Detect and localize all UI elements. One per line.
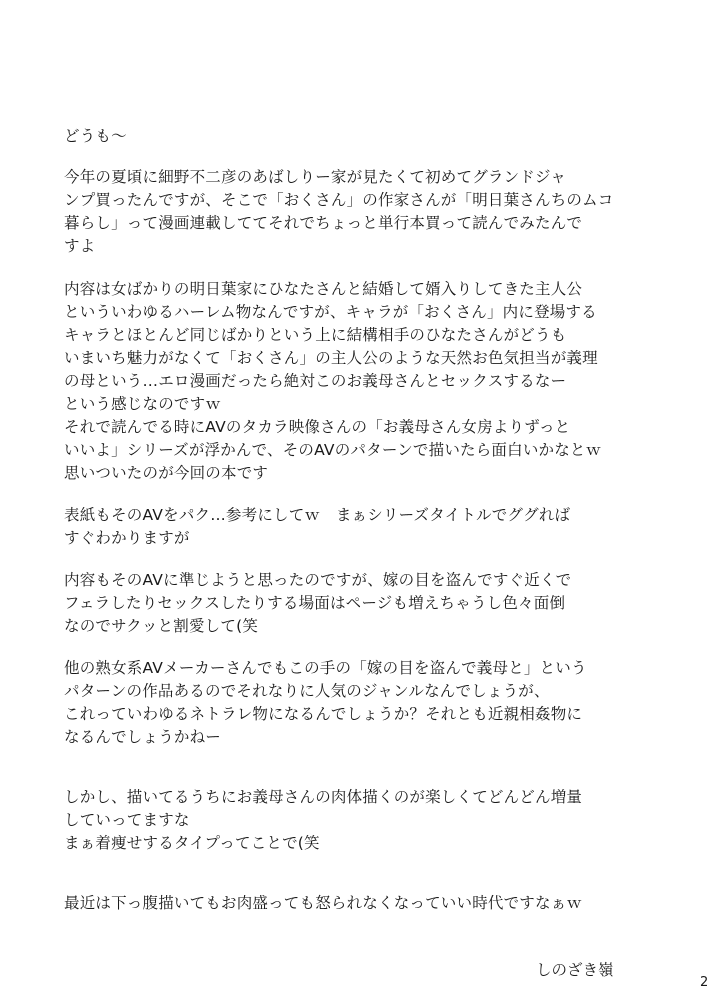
text-line: これっていわゆるネトラレ物になるんでしょうか？それとも近親相姦物に — [64, 705, 583, 723]
text-line: という感じなのですｗ — [64, 395, 222, 413]
text-line: といういわゆるハーレム物なんですが、キャラが「おくさん」内に登場する — [64, 303, 597, 321]
page-number: 2 — [700, 975, 709, 990]
author-signature: しのざき嶺 — [536, 961, 614, 979]
text-line: 最近は下っ腹描いてもお肉盛っても怒られなくなっていい時代ですなぁｗ — [64, 894, 583, 912]
text-line: ンプ買ったんですが、そこで「おくさん」の作家さんが「明日葉さんちのムコ — [64, 191, 614, 209]
text-line: 表紙もそのAVをパク…参考にしてｗ まぁシリーズタイトルでググれば — [64, 506, 571, 524]
text-line: 思いついたのが今回の本です — [64, 464, 269, 482]
text-line: キャラとほとんど同じばかりという上に結構相手のひなたさんがどうも — [64, 326, 567, 344]
text-line: まぁ着痩せするタイプってことで(笑 — [64, 834, 320, 852]
text-line: 今年の夏頃に細野不二彦のあばしりー家が見たくて初めてグランドジャ — [64, 168, 567, 186]
text-line: どうも〜 — [64, 127, 127, 145]
text-line: していってますな — [64, 811, 190, 829]
text-line: パターンの作品あるのでそれなりに人気のジャンルなんでしょうが、 — [64, 682, 550, 700]
text-line: 内容は女ばかりの明日葉家にひなたさんと結婚して婿入りしてきた主人公 — [64, 280, 583, 298]
text-line: の母という…エロ漫画だったら絶対このお義母さんとセックスするなー — [64, 372, 567, 390]
text-line: 内容もそのAVに準じようと思ったのですが、嫁の目を盗んですぐ近くで — [64, 571, 572, 589]
text-line: フェラしたりセックスしたりする場面はページも増えちゃうし色々面倒 — [64, 594, 566, 612]
text-line: なるんでしょうかねー — [64, 728, 222, 746]
text-line: いいよ」シリーズが浮かんで、そのAVのパターンで描いたら面白いかなとｗ — [64, 441, 602, 459]
text-line: すよ — [64, 237, 96, 255]
text-line: 他の熟女系AVメーカーさんでもこの手の「嫁の目を盗んで義母と」という — [64, 659, 587, 677]
text-line: いまいち魅力がなくて「おくさん」の主人公のような天然お色気担当が義理 — [64, 349, 598, 367]
text-line: すぐわかりますが — [64, 529, 190, 547]
text-line: 暮らし」って漫画連載しててそれでちょっと単行本買って読んでみたんで — [64, 214, 583, 232]
text-line: なのでサクッと割愛して(笑 — [64, 617, 259, 635]
text-line: それで読んでる時にAVのタカラ映像さんの「お義母さん女房よりずっと — [64, 418, 571, 436]
text-line: しかし、描いてるうちにお義母さんの肉体描くのが楽しくてどんどん増量 — [64, 788, 583, 806]
